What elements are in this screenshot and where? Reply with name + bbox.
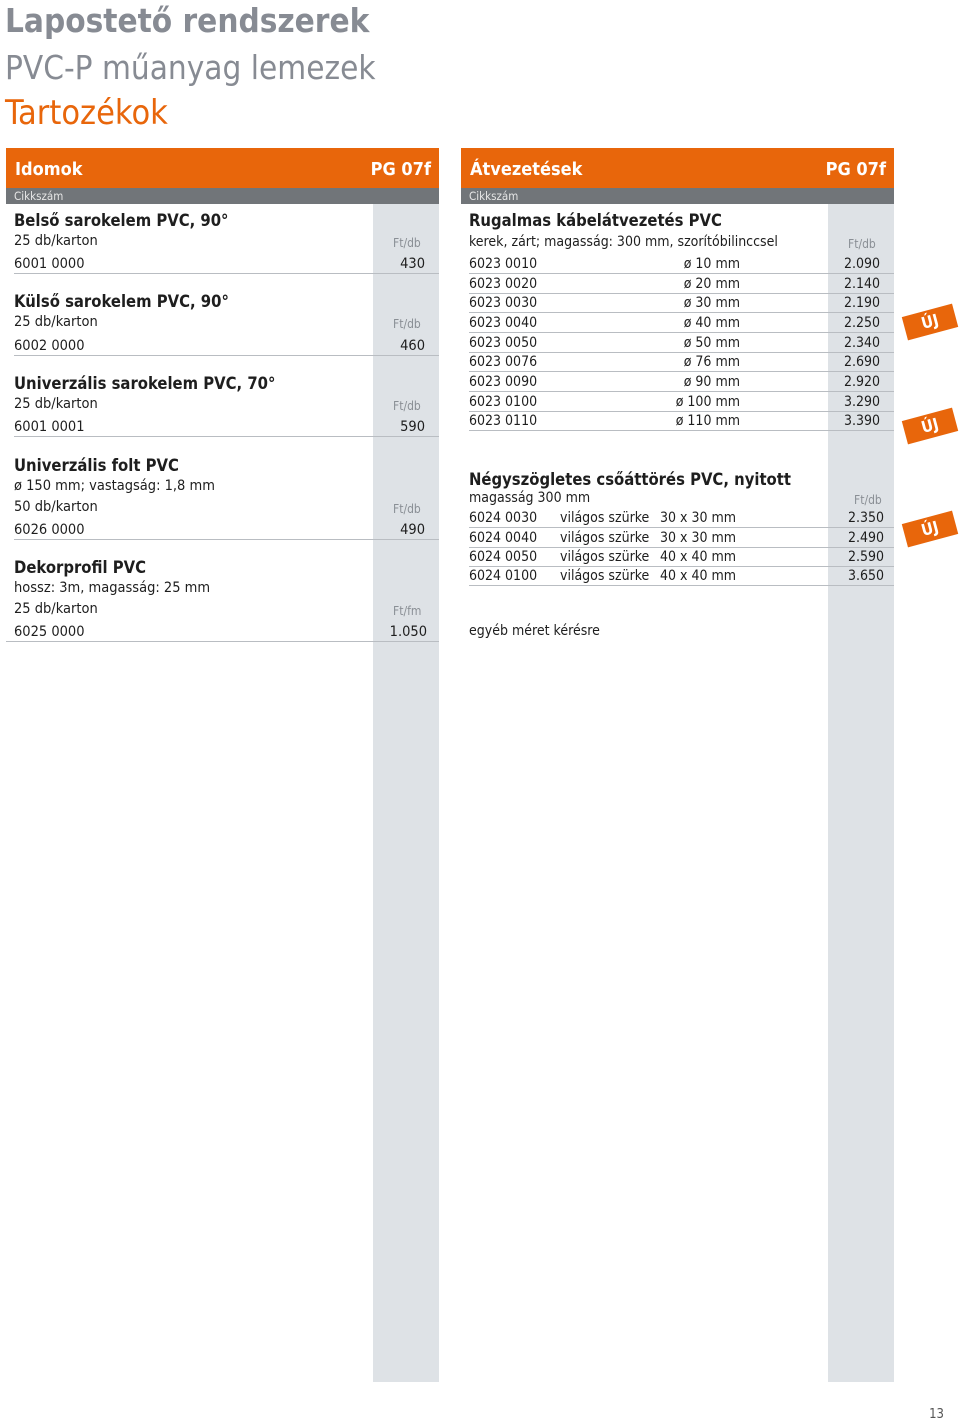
product-diameter: ø 50 mm <box>683 335 740 351</box>
product-unit: Ft/fm <box>393 604 422 618</box>
product-diameter: ø 30 mm <box>683 295 740 311</box>
product-unit: Ft/db <box>393 502 421 516</box>
product-unit: Ft/db <box>854 493 882 507</box>
new-badge: ÚJ <box>902 304 958 341</box>
product-unit: Ft/db <box>393 236 421 250</box>
table-row <box>469 392 894 412</box>
product-price: 3.290 <box>843 394 880 410</box>
product-price: 590 <box>400 419 425 435</box>
product-price: 2.190 <box>843 295 880 311</box>
product-price: 2.690 <box>843 354 880 370</box>
product-title: Belső sarokelem PVC, 90° <box>14 211 229 230</box>
product-code: 6023 0010 <box>469 256 538 272</box>
table-row <box>14 416 439 437</box>
product-code: 6023 0100 <box>469 394 538 410</box>
product-diameter: ø 90 mm <box>683 374 740 390</box>
product-price: 3.390 <box>843 413 880 429</box>
table-row <box>469 528 894 548</box>
left-price-group: PG 07f <box>370 159 431 180</box>
product-price: 2.340 <box>843 335 880 351</box>
new-badge: ÚJ <box>902 408 958 445</box>
right-subheader <box>461 188 894 204</box>
product-code: 6024 0040 <box>469 530 538 546</box>
table-row <box>469 547 894 567</box>
table-row <box>6 621 439 642</box>
product-diameter: ø 40 mm <box>683 315 740 331</box>
product-packaging: 25 db/karton <box>14 601 98 617</box>
product-price: 490 <box>400 522 425 538</box>
product-description: magasság 300 mm <box>469 490 591 506</box>
left-section-header <box>6 148 439 189</box>
product-price: 2.350 <box>847 510 884 526</box>
product-description: ø 150 mm; vastagság: 1,8 mm <box>14 478 215 494</box>
product-price: 2.250 <box>843 315 880 331</box>
table-row <box>469 313 894 333</box>
table-row <box>469 274 894 294</box>
left-price-column-stripe <box>373 204 439 1382</box>
product-code: 6001 0001 <box>14 419 85 435</box>
product-color: világos szürke <box>560 568 650 584</box>
product-description: kerek, zárt; magasság: 300 mm, szorítóbilinccsel <box>469 234 778 250</box>
product-title: Univerzális folt PVC <box>14 456 179 475</box>
product-code: 6025 0000 <box>14 624 85 640</box>
table-row <box>14 519 439 540</box>
product-code: 6026 0000 <box>14 522 85 538</box>
product-price: 460 <box>400 338 425 354</box>
product-price: 2.140 <box>843 276 880 292</box>
product-code: 6023 0076 <box>469 354 538 370</box>
note-text: egyéb méret kérésre <box>469 623 600 639</box>
product-title: Univerzális sarokelem PVC, 70° <box>14 374 276 393</box>
page-subtitle: PVC-P műanyag lemezek <box>5 48 376 87</box>
right-section-name: Átvezetések <box>470 159 583 180</box>
table-row <box>469 508 894 528</box>
product-code: 6024 0050 <box>469 549 538 565</box>
product-price: 430 <box>400 256 425 272</box>
product-code: 6024 0030 <box>469 510 538 526</box>
product-packaging: 25 db/karton <box>14 314 98 330</box>
right-subheader-label: Cikkszám <box>469 189 519 203</box>
table-row <box>469 254 894 274</box>
product-code: 6023 0110 <box>469 413 538 429</box>
product-packaging: 25 db/karton <box>14 396 98 412</box>
product-unit: Ft/db <box>393 399 421 413</box>
product-title: Dekorprofil PVC <box>14 558 147 577</box>
table-row <box>469 293 894 313</box>
product-unit: Ft/db <box>848 237 876 251</box>
section-title: Tartozékok <box>5 93 168 133</box>
product-color: világos szürke <box>560 549 650 565</box>
product-price: 1.050 <box>389 624 427 640</box>
product-diameter: ø 100 mm <box>675 394 740 410</box>
table-row <box>14 335 439 356</box>
product-code: 6002 0000 <box>14 338 85 354</box>
table-row <box>14 253 439 274</box>
product-unit: Ft/db <box>393 317 421 331</box>
table-row <box>469 411 894 431</box>
product-code: 6023 0020 <box>469 276 538 292</box>
left-section-name: Idomok <box>15 159 83 180</box>
product-diameter: ø 10 mm <box>683 256 740 272</box>
table-row <box>469 333 894 353</box>
product-packaging: 50 db/karton <box>14 499 98 515</box>
product-size: 40 x 40 mm <box>660 568 737 584</box>
product-description: hossz: 3m, magasság: 25 mm <box>14 580 211 596</box>
product-size: 30 x 30 mm <box>660 530 737 546</box>
right-price-group: PG 07f <box>825 159 886 180</box>
product-code: 6023 0040 <box>469 315 538 331</box>
product-diameter: ø 110 mm <box>675 413 740 429</box>
product-code: 6023 0090 <box>469 374 538 390</box>
left-subheader <box>6 188 439 204</box>
product-title: Négyszögletes csőáttörés PVC, nyitott <box>469 470 791 489</box>
table-row <box>469 352 894 372</box>
table-row <box>469 566 894 586</box>
product-price: 2.920 <box>843 374 880 390</box>
product-price: 2.590 <box>847 549 884 565</box>
product-size: 30 x 30 mm <box>660 510 737 526</box>
new-badge: ÚJ <box>902 511 958 548</box>
product-packaging: 25 db/karton <box>14 233 98 249</box>
page-number: 13 <box>929 1407 944 1422</box>
left-subheader-label: Cikkszám <box>14 189 64 203</box>
product-diameter: ø 76 mm <box>683 354 740 370</box>
table-row <box>469 372 894 392</box>
product-code: 6001 0000 <box>14 256 85 272</box>
product-code: 6023 0030 <box>469 295 538 311</box>
product-code: 6023 0050 <box>469 335 538 351</box>
product-code: 6024 0100 <box>469 568 538 584</box>
product-title: Külső sarokelem PVC, 90° <box>14 292 229 311</box>
product-color: világos szürke <box>560 530 650 546</box>
product-size: 40 x 40 mm <box>660 549 737 565</box>
right-section-header <box>461 148 894 189</box>
product-price: 3.650 <box>847 568 884 584</box>
product-diameter: ø 20 mm <box>683 276 740 292</box>
product-price: 2.490 <box>847 530 884 546</box>
page-title: Lapostető rendszerek <box>5 1 370 40</box>
product-title: Rugalmas kábelátvezetés PVC <box>469 211 722 230</box>
product-color: világos szürke <box>560 510 650 526</box>
product-price: 2.090 <box>843 256 880 272</box>
